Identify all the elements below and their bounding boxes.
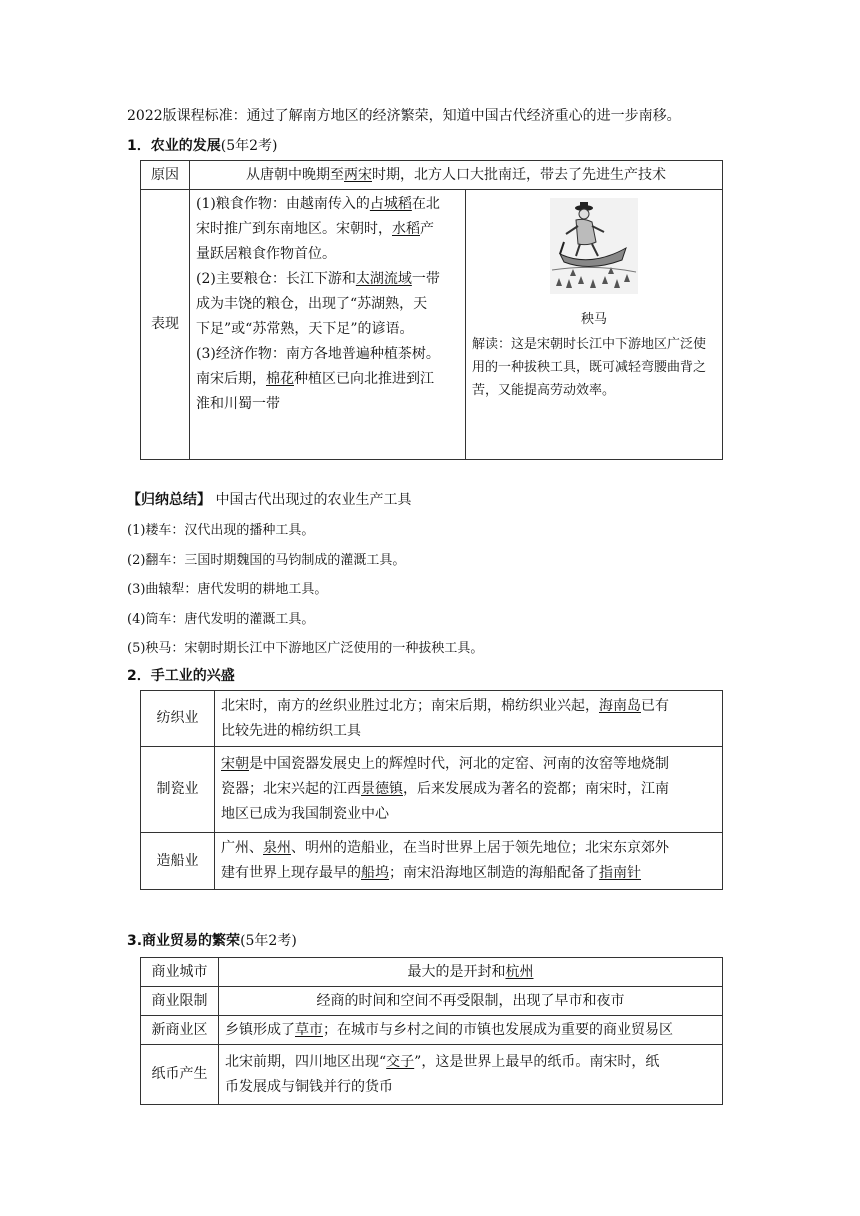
porcelain-text	[215, 747, 723, 833]
figure-caption: 秧马	[580, 312, 607, 327]
text-line	[225, 1075, 716, 1100]
section2-heading: 2．手工业的兴盛	[127, 668, 235, 684]
underlined-term: 海南岛	[599, 697, 641, 714]
underlined-term: 杭州	[505, 963, 534, 980]
text-line	[196, 292, 459, 317]
text-segment: 比较先进的棉纺织工具	[221, 722, 361, 739]
underlined-term: 太湖流域	[355, 271, 412, 287]
yangma-illustration	[550, 198, 638, 294]
shipbuilding-label: 造船业	[141, 833, 215, 890]
shipbuilding-row	[141, 833, 723, 890]
text-segment: 从唐朝中晚期至	[246, 166, 344, 183]
text-segment: 已有	[641, 697, 669, 714]
text-segment: 在北	[411, 196, 440, 212]
performance-text	[190, 190, 466, 460]
text-segment: ，后来发展成为著名的瓷都；南宋时，江南	[403, 781, 669, 797]
textile-row	[141, 691, 723, 747]
section3-title: 3.商业贸易的繁荣	[127, 933, 241, 949]
reason-label: 原因	[141, 161, 190, 190]
text-segment: 地区已成为我国制瓷业中心	[221, 806, 389, 822]
text-line	[196, 192, 459, 217]
section3-heading	[127, 932, 297, 950]
text-line	[221, 836, 716, 861]
text-line	[221, 752, 716, 777]
text-line	[196, 267, 459, 292]
commerce-city-row	[141, 958, 723, 987]
text-segment: 南宋后期，	[196, 371, 266, 387]
text-line	[196, 392, 459, 417]
new-district-row	[141, 1016, 723, 1045]
underlined-term: 草市	[295, 1021, 323, 1038]
text-line	[225, 1050, 716, 1075]
text-segment: 淮和川蜀一带	[196, 396, 280, 412]
commerce-limit-row	[141, 987, 723, 1016]
text-line	[221, 719, 716, 744]
text-line	[225, 960, 716, 985]
summary-item: (2)翻车：三国时期魏国的马钧制成的灌溉工具。	[127, 553, 406, 568]
text-segment: 时期，北方人口大批南迁，带去了先进生产技术	[372, 166, 666, 183]
text-line	[221, 694, 716, 719]
summary-item: (5)秧马：宋朝时期长江中下游地区广泛使用的一种拔秧工具。	[127, 641, 484, 656]
summary-item: (3)曲辕犁：唐代发明的耕地工具。	[127, 582, 328, 597]
underlined-term: 棉花	[266, 371, 294, 387]
performance-label: 表现	[141, 190, 190, 460]
commerce-city-label: 商业城市	[141, 958, 219, 987]
text-line	[196, 317, 459, 342]
text-segment: ；南宋沿海地区制造的海船配备了	[389, 865, 599, 881]
text-segment: 最大的是开封和	[407, 963, 506, 980]
summary-item: (4)筒车：唐代发明的灌溉工具。	[127, 612, 315, 627]
text-line	[196, 217, 459, 242]
text-segment: 种植区已向北推进到江	[294, 371, 434, 387]
text-line	[221, 861, 716, 886]
text-segment: (1)粮食作物：由越南传入的	[196, 196, 370, 212]
text-segment: 宋时推广到东南地区。宋朝时，	[196, 221, 392, 237]
underlined-term: 水稻	[392, 221, 420, 237]
commerce-city-text	[219, 958, 723, 987]
text-line	[221, 777, 716, 802]
text-segment: 建有世界上现存最早的	[221, 865, 361, 881]
text-segment: 乡镇形成了	[225, 1021, 295, 1038]
performance-row	[141, 190, 723, 460]
underlined-term: 泉州	[263, 840, 291, 856]
underlined-term: 指南针	[599, 865, 641, 881]
text-segment: 币发展成与铜钱并行的货币	[225, 1078, 393, 1095]
textile-text	[215, 691, 723, 747]
curriculum-standard: 2022版课程标准：通过了解南方地区的经济繁荣，知道中国古代经济重心的进一步南移。	[127, 108, 681, 124]
text-line	[196, 342, 459, 367]
text-segment: ”，这是世界上最早的纸币。南宋时，纸	[414, 1053, 660, 1070]
commerce-limit-text	[219, 987, 723, 1016]
text-segment: 下足”或“苏常熟，天下足”的谚语。	[196, 321, 414, 337]
porcelain-row	[141, 747, 723, 833]
section3-note: (5年2考)	[240, 933, 297, 949]
summary-heading	[127, 491, 411, 509]
commerce-limit-label: 商业限制	[141, 987, 219, 1016]
section1-note: (5年2考)	[220, 138, 278, 154]
underlined-term: 两宋	[344, 166, 372, 183]
shipbuilding-text	[215, 833, 723, 890]
section1-heading	[127, 137, 278, 155]
text-line	[196, 163, 716, 188]
text-segment: 一带	[411, 271, 440, 287]
agriculture-table	[140, 160, 723, 460]
section1-title: 1．农业的发展	[127, 138, 221, 154]
paper-money-text	[219, 1045, 723, 1105]
handicraft-table	[140, 690, 723, 890]
textile-label: 纺织业	[141, 691, 215, 747]
underlined-term: 占城稻	[369, 196, 412, 212]
underlined-term: 船坞	[361, 865, 389, 881]
figure-cell	[466, 190, 723, 460]
text-segment: 北宋前期，四川地区出现“	[225, 1053, 387, 1070]
text-line	[196, 242, 459, 267]
paper-money-label: 纸币产生	[141, 1045, 219, 1105]
underlined-term: 交子	[386, 1053, 415, 1070]
summary-tag: 【归纳总结】	[127, 492, 211, 508]
reason-text	[190, 161, 723, 190]
text-line	[221, 802, 716, 827]
summary-item: (1)耧车：汉代出现的播种工具。	[127, 523, 315, 538]
commerce-table	[140, 957, 723, 1105]
text-segment: (2)主要粮仓：长江下游和	[196, 271, 356, 287]
text-segment: 量跃居粮食作物首位。	[196, 246, 336, 262]
text-segment: 经商的时间和空间不再受限制，出现了早市和夜市	[316, 992, 625, 1009]
text-segment: 北宋时，南方的丝织业胜过北方；南宋后期，棉纺织业兴起，	[221, 697, 599, 714]
text-segment: (3)经济作物：南方各地普遍种植茶树。	[196, 346, 440, 362]
new-district-text	[219, 1016, 723, 1045]
text-line	[225, 989, 716, 1014]
text-line	[196, 367, 459, 392]
text-segment: 瓷器；北宋兴起的江西	[221, 781, 361, 797]
text-segment: ；在城市与乡村之间的市镇也发展成为重要的商业贸易区	[323, 1021, 673, 1038]
porcelain-label: 制瓷业	[141, 747, 215, 833]
figure-note: 解读：这是宋朝时长江中下游地区广泛使用的一种拔秧工具，既可减轻弯腰曲背之苦，又能提高劳动效率。	[472, 337, 707, 398]
text-segment: 广州、	[221, 840, 263, 856]
text-segment: 成为丰饶的粮仓，出现了“苏湖熟，天	[196, 296, 428, 312]
summary-title: 中国古代出现过的农业生产工具	[215, 492, 412, 508]
text-line	[225, 1018, 716, 1043]
underlined-term: 宋朝	[221, 756, 249, 772]
text-segment: 是中国瓷器发展史上的辉煌时代，河北的定窑、河南的汝窑等地烧制	[249, 756, 669, 772]
paper-money-row	[141, 1045, 723, 1105]
underlined-term: 景德镇	[361, 781, 403, 797]
reason-row	[141, 161, 723, 190]
text-segment: 产	[420, 221, 434, 237]
new-district-label: 新商业区	[141, 1016, 219, 1045]
text-segment: 、明州的造船业，在当时世界上居于领先地位；北宋东京郊外	[291, 840, 669, 856]
